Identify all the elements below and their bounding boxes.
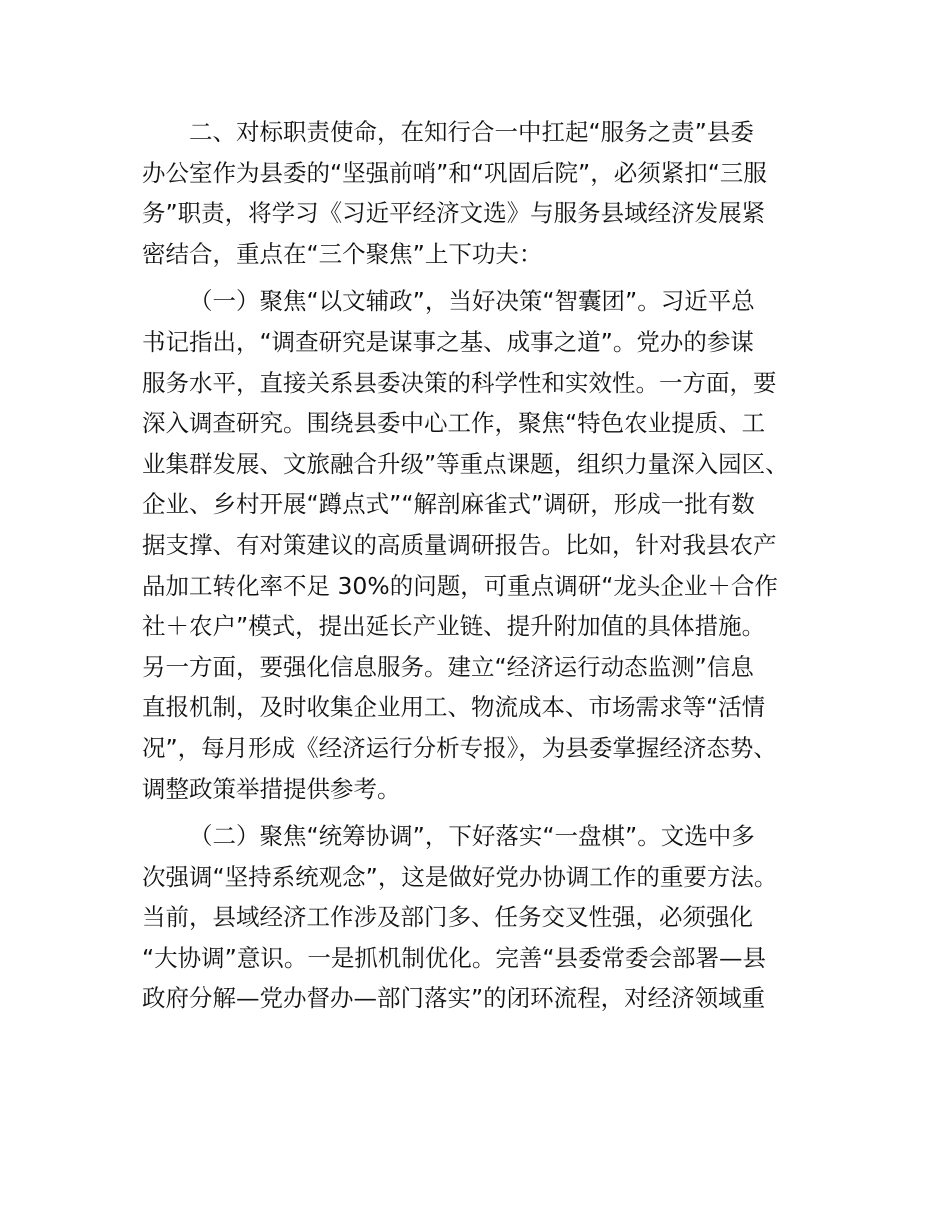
text-line: 况”，每月形成《经济运行分析专报》，为县委掌握经济态势、 — [142, 733, 777, 762]
text-line: 书记指出，“调查研究是谋事之基、成事之道”。党办的参谋 — [142, 327, 754, 356]
text-line: 深入调查研究。围绕县委中心工作，聚焦“特色农业提质、工 — [142, 409, 766, 438]
text-line: 服务水平，直接关系县委决策的科学性和实效性。一方面，要 — [142, 368, 777, 397]
text-line: 二、对标职责使命，在知行合一中扛起“服务之责”县委 — [189, 118, 754, 146]
text-line: 调整政策举措提供参考。 — [142, 774, 401, 803]
text-line: （一）聚焦“以文辅政”，当好决策“智囊团”。习近平总 — [189, 287, 755, 316]
text-line: 次强调“坚持系统观念”，这是做好党办协调工作的重要方法。 — [142, 862, 778, 891]
text-line: （二）聚焦“统筹协调”，下好落实“一盘棋”。文选中多 — [189, 822, 755, 851]
text-line: 务”职责，将学习《习近平经济文选》与服务县域经济发展紧 — [142, 199, 766, 228]
text-line: 政府分解—党办督办—部门落实”的闭环流程，对经济领域重 — [142, 984, 766, 1013]
text-line: 办公室作为县委的“坚强前哨”和“巩固后院”，必须紧扣“三服 — [142, 158, 767, 187]
text-line: 社＋农户”模式，提出延长产业链、提升附加值的具体措施。 — [142, 612, 766, 641]
text-line: 密结合，重点在“三个聚焦”上下功夫： — [142, 239, 543, 268]
text-line: 另一方面，要强化信息服务。建立“经济运行动态监测”信息 — [142, 652, 754, 681]
text-line: 直报机制，及时收集企业用工、物流成本、市场需求等“活情 — [142, 693, 766, 722]
document-body — [142, 112, 810, 1026]
subsection-2-paragraph — [142, 816, 810, 1019]
section-2-heading-paragraph — [142, 112, 810, 274]
text-line: 当前，县域经济工作涉及部门多、任务交叉性强，必须强化 — [142, 903, 753, 932]
text-line: 业集群发展、文旅融合升级”等重点课题，组织力量深入园区、 — [142, 449, 789, 478]
text-line: 企业、乡村开展“蹲点式”“解剖麻雀式”调研，形成一批有数 — [142, 490, 755, 519]
text-line: 品加工转化率不足 30%的问题，可重点调研“龙头企业＋合作 — [142, 571, 778, 600]
subsection-1-paragraph — [142, 281, 810, 809]
text-line: 据支撑、有对策建议的高质量调研报告。比如，针对我县农产 — [142, 530, 777, 559]
text-line: “大协调”意识。一是抓机制优化。完善“县委常委会部署—县 — [142, 943, 767, 972]
